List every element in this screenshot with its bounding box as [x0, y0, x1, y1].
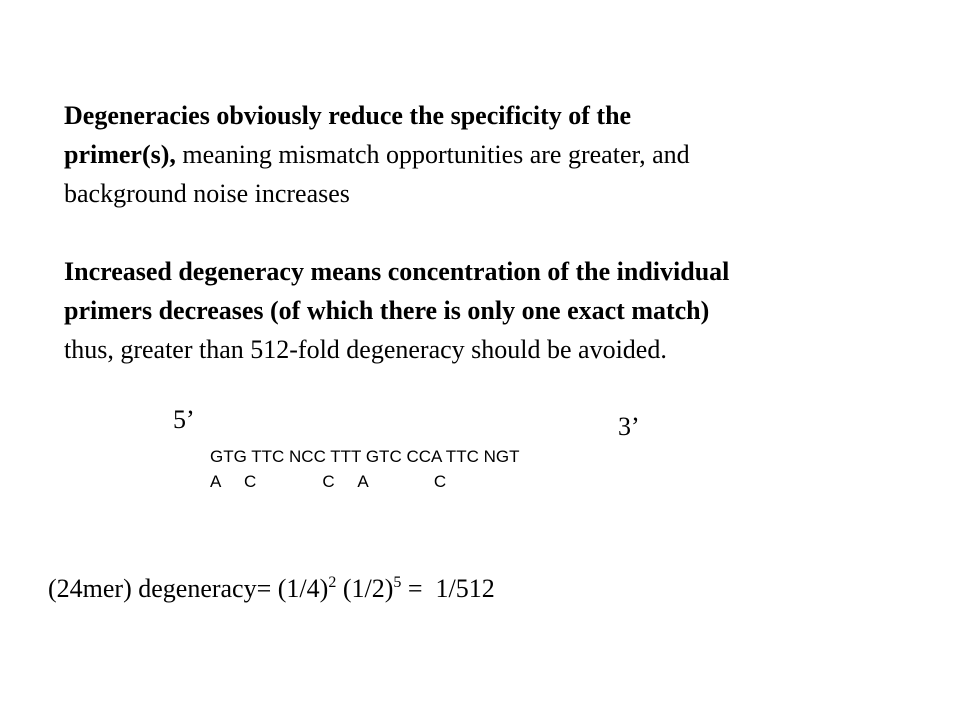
para1-line2: [64, 135, 924, 174]
para2-bold-line2: primers decreases (of which there is only one exact match): [64, 296, 710, 325]
para1-line3: background noise increases: [64, 179, 350, 208]
para2-line1: [64, 252, 924, 291]
para1-bold-line2: primer(s),: [64, 140, 176, 169]
formula-exponent-1: 2: [328, 574, 337, 591]
five-prime-label: 5’: [173, 405, 195, 434]
para2-line3: thus, greater than 512-fold degeneracy should be avoided.: [64, 335, 667, 364]
para1-line1: [64, 96, 924, 135]
formula-suffix: = 1/512: [401, 574, 495, 603]
para1-normal-line2: meaning mismatch opportunities are greater, and: [175, 140, 690, 169]
primer-sequence: GTG TTC NCC TTT GTC CCA TTC NGT: [210, 447, 520, 466]
formula-middle: (1/2): [336, 574, 394, 603]
para2-bold-line1: Increased degeneracy means concentration of the individual: [64, 257, 730, 286]
three-prime-label: 3’: [618, 412, 640, 441]
degeneracy-formula: [48, 574, 495, 604]
paragraph-specificity: [64, 96, 924, 213]
primer-alternate-bases: A C C A C: [210, 472, 447, 491]
paragraph-concentration: [64, 252, 924, 369]
formula-exponent-2: 5: [393, 574, 402, 591]
para2-line2: [64, 291, 924, 330]
formula-prefix: (24mer) degeneracy= (1/4): [48, 574, 329, 603]
para1-bold-line1: Degeneracies obviously reduce the specificity of the: [64, 101, 632, 130]
